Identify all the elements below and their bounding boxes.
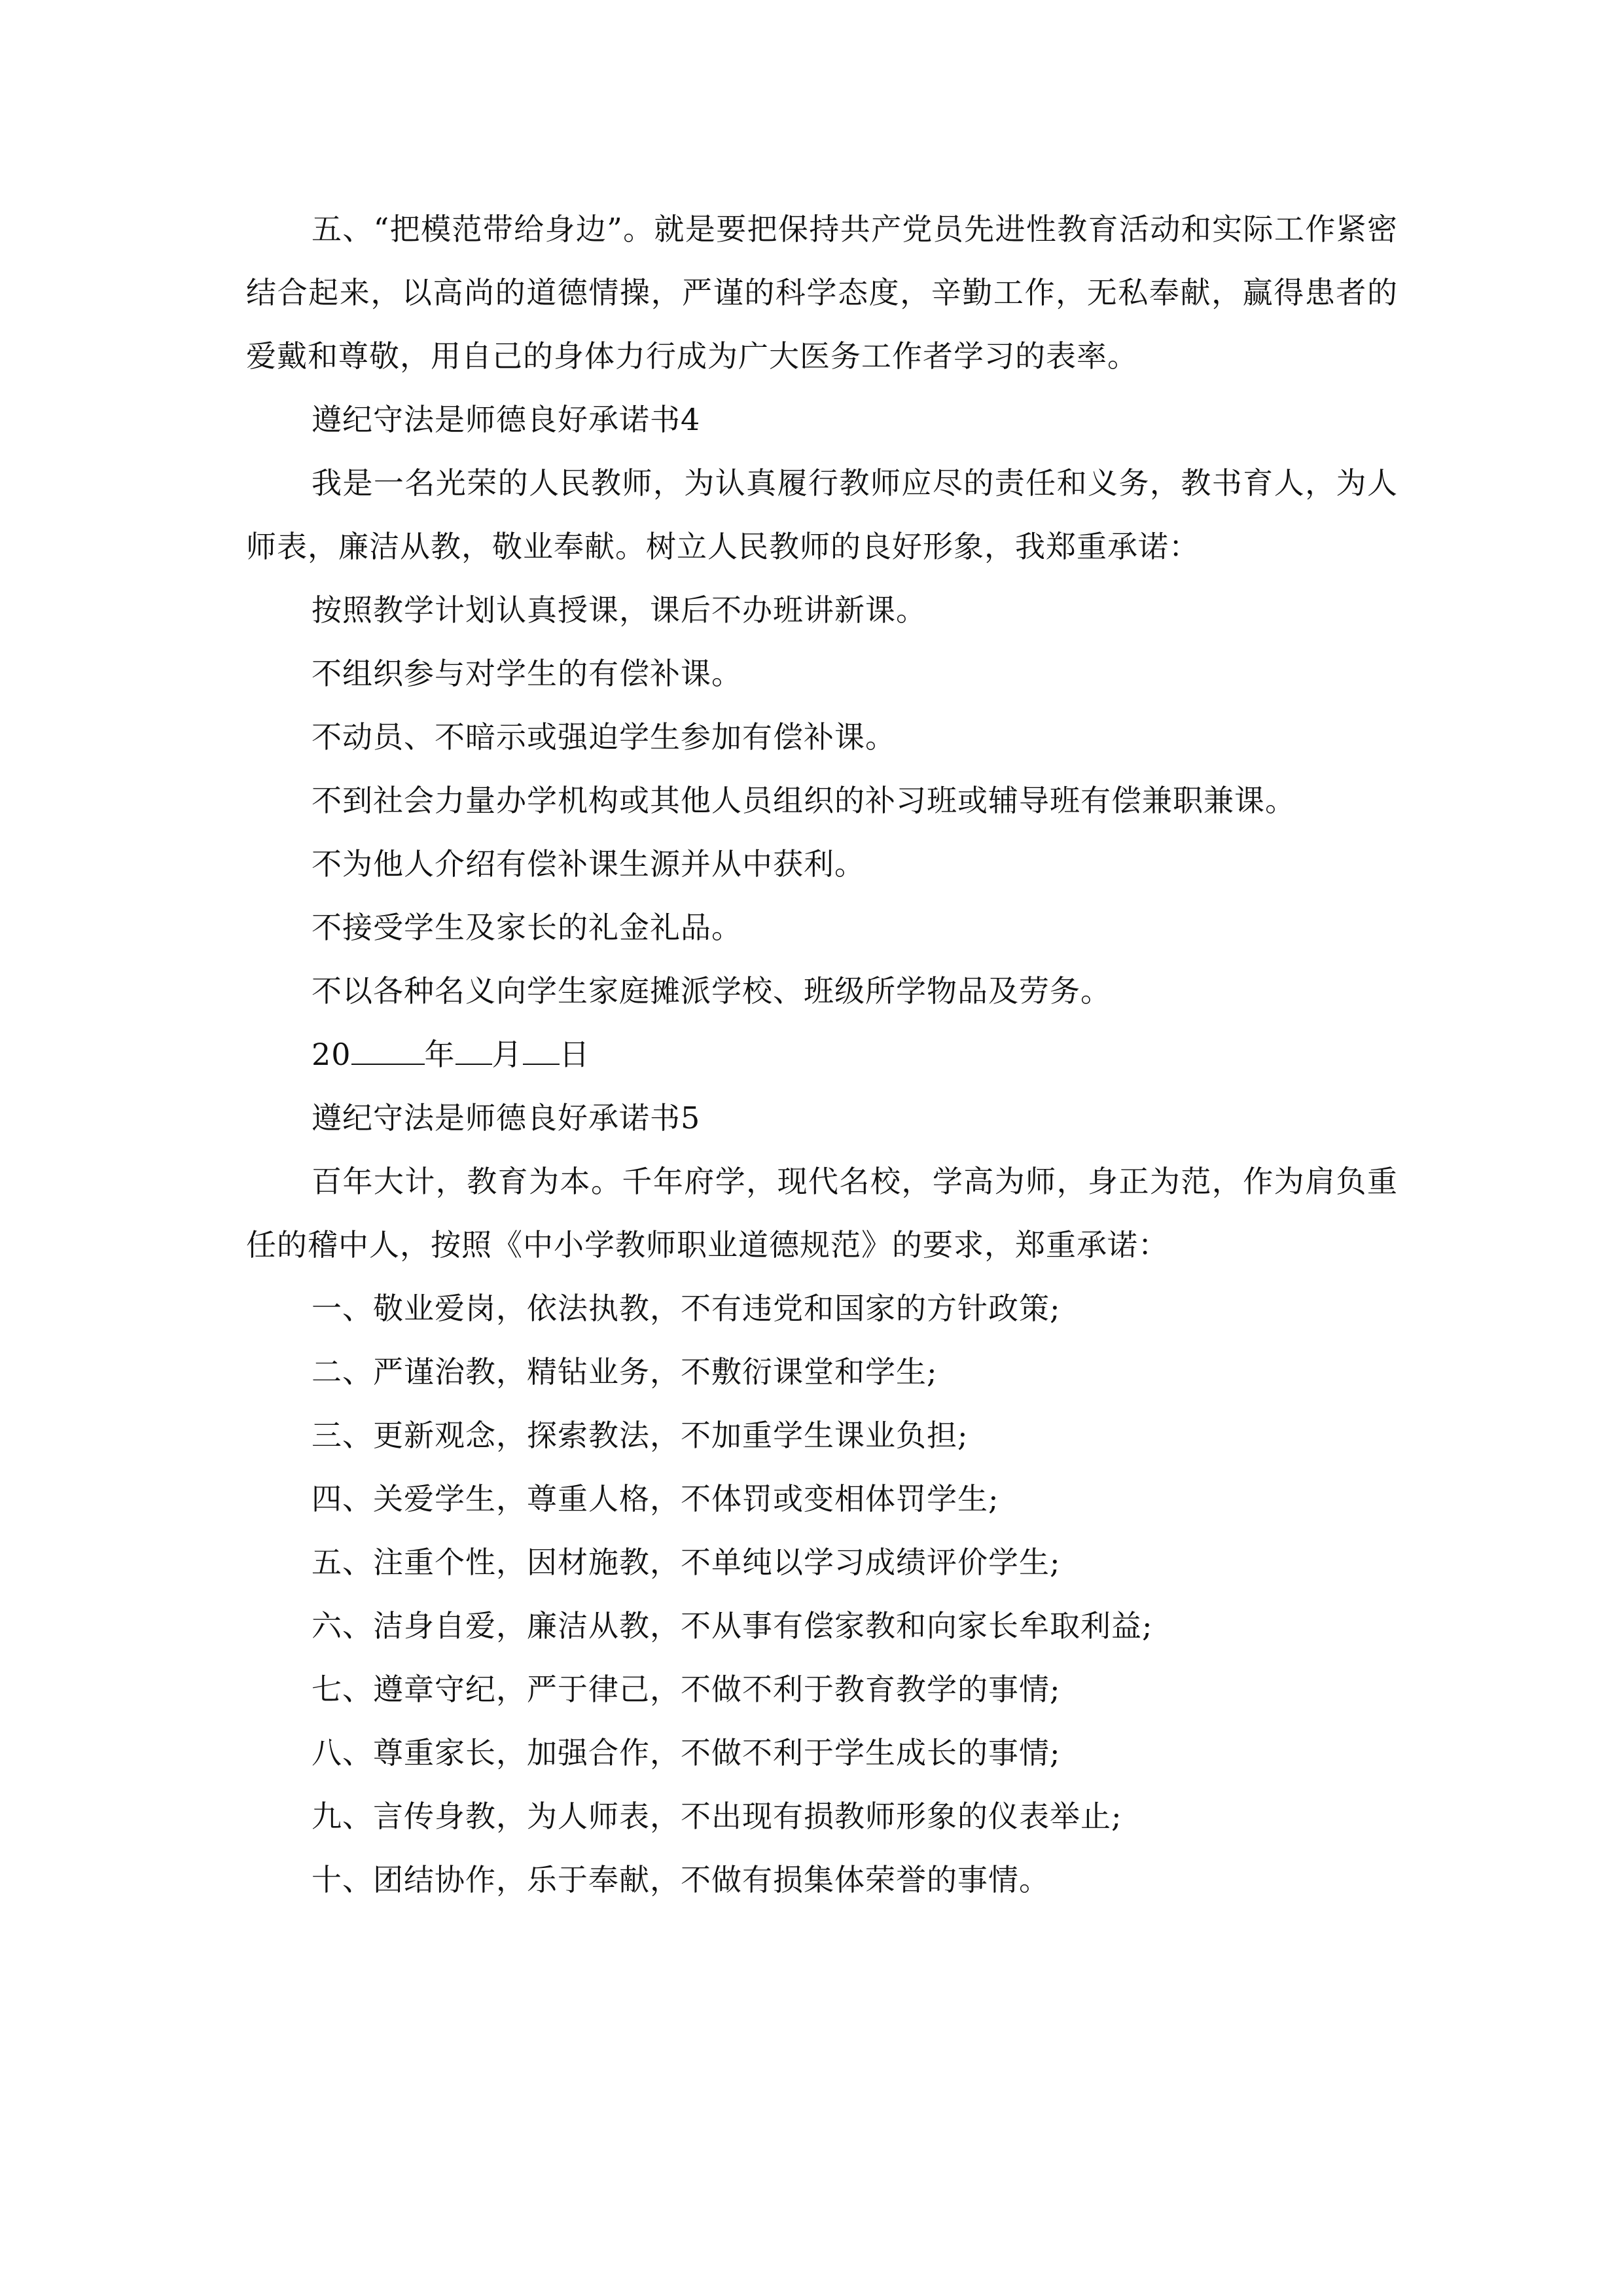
commitment-item: 二、严谨治教，精钻业务，不敷衍课堂和学生; (312, 1354, 938, 1390)
date-day-label: 日 (559, 1037, 590, 1072)
paragraph-model-example: 五、“把模范带给身边”。就是要把保持共产党员先进性教育活动和实际工作紧密结合起来，以高尚的道德情操，严谨的科学态度，辛勤工作，无私奉献，赢得患者的爱戴和尊敬，用自己的身体力行成为广大医务工作者学习的表率。 (246, 211, 1398, 374)
section-heading-5: 遵纪守法是师德良好承诺书5 (312, 1100, 701, 1136)
paragraph-section5-intro: 百年大计，教育为本。千年府学，现代名校，学高为师，身正为范，作为肩负重任的稽中人，按照《中小学教师职业道德规范》的要求，郑重承诺： (246, 1164, 1398, 1263)
month-blank (455, 1037, 492, 1065)
day-blank (523, 1037, 560, 1065)
commitment-item: 七、遵章守纪，严于律己，不做不利于教育教学的事情; (312, 1672, 1061, 1707)
date-line (246, 1023, 1398, 1086)
commitment-item: 十、团结协作，乐于奉献，不做有损集体荣誉的事情。 (312, 1862, 1050, 1897)
commitment-item: 六、洁身自爱，廉洁从教，不从事有偿家教和向家长牟取利益; (312, 1608, 1153, 1643)
pledge-item: 不为他人介绍有偿补课生源并从中获利。 (312, 846, 865, 882)
commitment-item: 八、尊重家长，加强合作，不做不利于学生成长的事情; (312, 1735, 1061, 1770)
pledge-item: 不组织参与对学生的有偿补课。 (312, 656, 742, 691)
pledge-item: 不接受学生及家长的礼金礼品。 (312, 910, 742, 945)
section-heading-4: 遵纪守法是师德良好承诺书4 (312, 402, 701, 437)
pledge-item: 不动员、不暗示或强迫学生参加有偿补课。 (312, 719, 896, 755)
commitment-item: 五、注重个性，因材施教，不单纯以学习成绩评价学生; (312, 1545, 1061, 1580)
date-year-label: 年 (424, 1037, 455, 1072)
year-blank (351, 1037, 425, 1065)
commitment-item: 四、关爱学生，尊重人格，不体罚或变相体罚学生; (312, 1481, 999, 1516)
pledge-item: 按照教学计划认真授课，课后不办班讲新课。 (312, 592, 927, 628)
commitment-item: 一、敬业爱岗，依法执教，不有违党和国家的方针政策; (312, 1291, 1061, 1326)
pledge-item: 不到社会力量办学机构或其他人员组织的补习班或辅导班有偿兼职兼课。 (312, 783, 1296, 818)
date-month-label: 月 (491, 1037, 523, 1072)
commitment-item: 三、更新观念，探索教法，不加重学生课业负担; (312, 1418, 969, 1453)
date-year-prefix: 20 (312, 1037, 351, 1072)
pledge-item: 不以各种名义向学生家庭摊派学校、班级所学物品及劳务。 (312, 973, 1111, 1009)
commitment-item: 九、言传身教，为人师表，不出现有损教师形象的仪表举止; (312, 1799, 1122, 1834)
paragraph-pledge-intro: 我是一名光荣的人民教师，为认真履行教师应尽的责任和义务，教书育人，为人师表，廉洁从教，敬业奉献。树立人民教师的良好形象，我郑重承诺： (246, 465, 1398, 564)
document-body (246, 198, 1398, 1912)
